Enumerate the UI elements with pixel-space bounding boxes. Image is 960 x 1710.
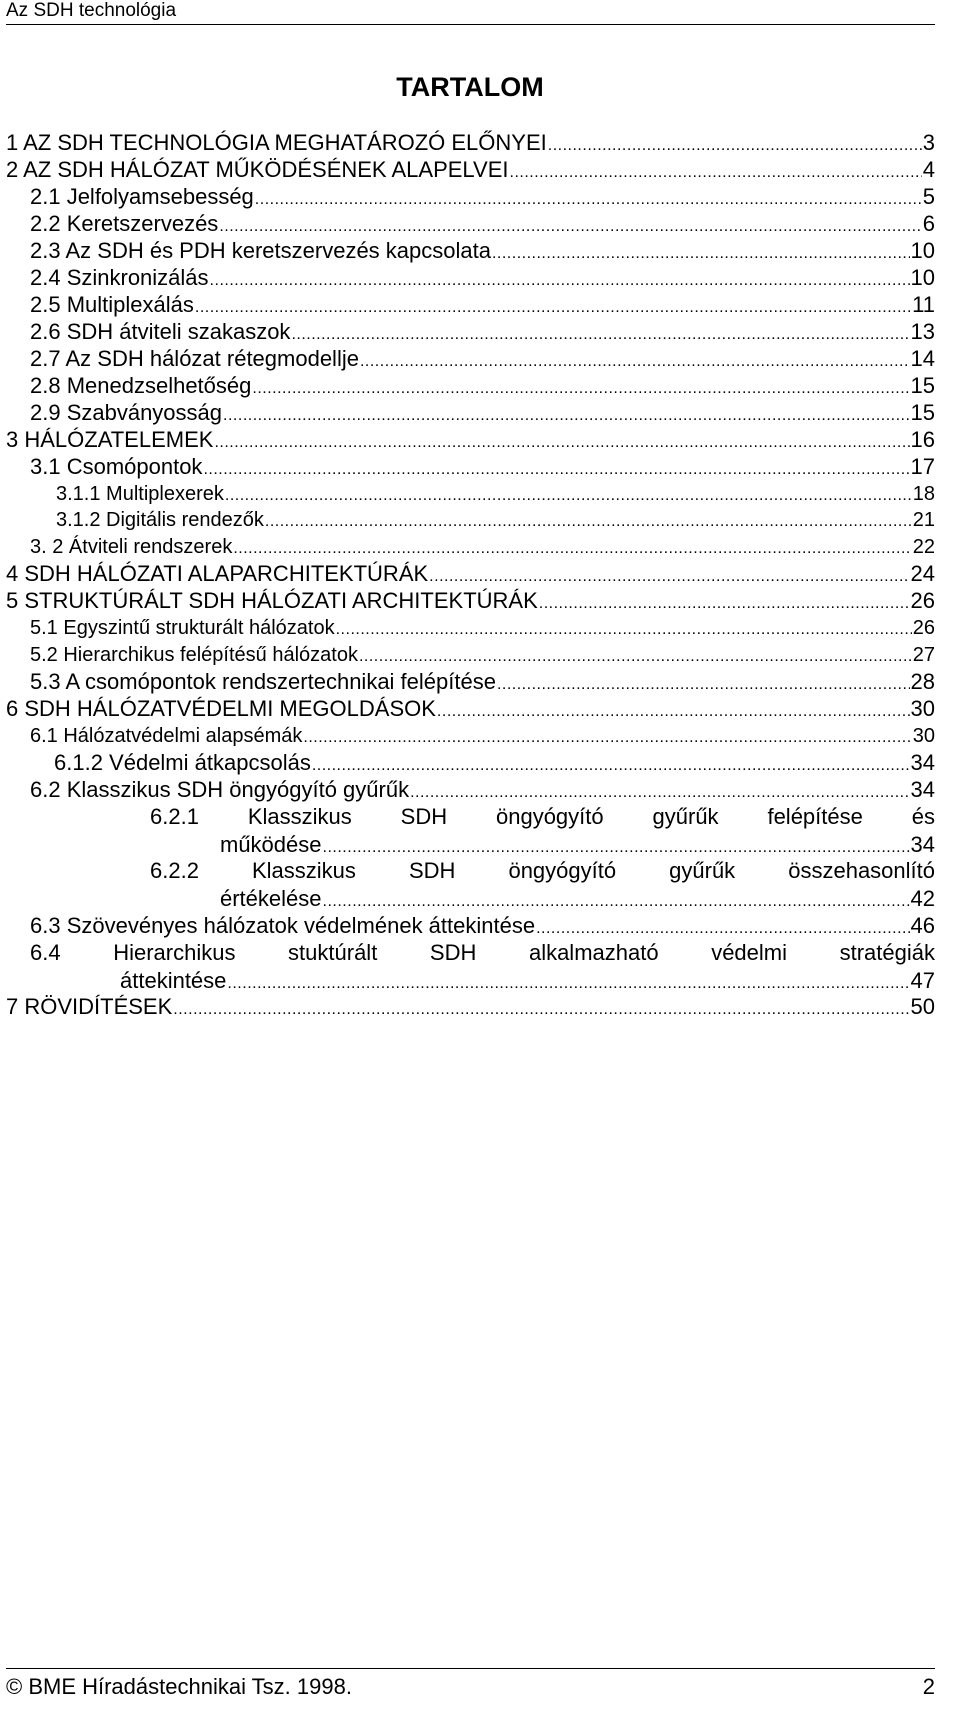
toc-entry-title: 6.3 Szövevényes hálózatok védelmének áttekintése (30, 913, 536, 938)
toc-entry-page: 17 (910, 454, 935, 479)
dot-leader (492, 241, 910, 267)
dot-leader (323, 889, 910, 915)
toc-entry-word: stuktúrált (288, 940, 378, 965)
toc-entry-title: 2 AZ SDH HÁLÓZAT MŰKÖDÉSÉNEK ALAPELVEI (6, 157, 509, 182)
toc-entry-title: 2.3 Az SDH és PDH keretszervezés kapcsolata (30, 238, 491, 263)
toc-entry-page: 4 (922, 157, 935, 182)
toc-entry-line1 (30, 940, 935, 966)
toc-entry-page: 26 (912, 617, 935, 639)
toc-entry[interactable] (56, 481, 935, 509)
toc-entry[interactable] (6, 588, 935, 617)
page-footer (6, 1668, 935, 1701)
dot-leader (225, 483, 912, 509)
toc-entry-page: 34 (910, 832, 935, 857)
toc-entry[interactable] (30, 184, 935, 213)
toc-entry-title: 2.7 Az SDH hálózat rétegmodellje (30, 346, 359, 371)
toc-entry-page: 10 (910, 238, 935, 263)
toc-entry-page: 21 (912, 509, 935, 531)
toc-entry-word: SDH (429, 940, 477, 965)
dot-leader (410, 780, 909, 806)
toc-entry-page: 10 (910, 265, 935, 290)
toc-entry-title: 3.1.1 Multiplexerek (56, 483, 224, 505)
toc-entry[interactable] (56, 507, 935, 535)
toc-entry-page: 42 (910, 886, 935, 911)
toc-entry-word: SDH (408, 858, 456, 883)
toc-entry-word: 6.2.2 (150, 858, 199, 883)
dot-leader (437, 699, 910, 725)
toc-entry-title: értékelése (220, 886, 322, 911)
toc-entry-word: Hierarchikus (113, 940, 236, 965)
toc-entry-title: 6.1.2 Védelmi átkapcsolás (54, 750, 311, 775)
dot-leader (303, 725, 911, 751)
toc-entry[interactable] (30, 292, 935, 321)
toc-entry[interactable] (30, 373, 935, 402)
toc-entry-title: 6 SDH HÁLÓZATVÉDELMI MEGOLDÁSOK (6, 696, 436, 721)
dot-leader (223, 403, 909, 429)
toc-entry-title: 2.9 Szabványosság (30, 400, 223, 425)
toc-entry[interactable] (30, 642, 935, 670)
toc-entry-word: alkalmazható (528, 940, 659, 965)
dot-leader (203, 457, 909, 483)
toc-entry[interactable] (120, 968, 935, 997)
toc-entry-page: 26 (910, 588, 935, 613)
toc-entry-word: gyűrűk (669, 858, 736, 883)
toc-entry-page: 3 (922, 130, 935, 155)
toc-entry-page: 27 (912, 644, 935, 666)
dot-leader (255, 187, 922, 213)
toc-entry-title: 2.2 Keretszervezés (30, 211, 219, 236)
toc-entry[interactable] (6, 427, 935, 456)
toc-title: TARTALOM (396, 72, 544, 102)
toc-entry[interactable] (6, 994, 935, 1023)
toc-entry-page: 28 (910, 669, 935, 694)
toc-entry-page: 34 (910, 777, 935, 802)
toc-entry-title: 5.3 A csomópontok rendszertechnikai felépítése (30, 669, 496, 694)
toc-entry-word: Klasszikus (247, 804, 352, 829)
toc-entry-word: felépítése (767, 804, 863, 829)
toc-entry-page: 5 (922, 184, 935, 209)
toc-entry[interactable] (30, 346, 935, 375)
toc-entry-page: 6 (922, 211, 935, 236)
toc-entry-word: SDH (400, 804, 448, 829)
toc-entry-title: 3. 2 Átviteli rendszerek (30, 536, 233, 558)
toc-entry-page: 11 (912, 292, 935, 317)
dot-leader (214, 430, 909, 456)
dot-leader (312, 753, 910, 779)
toc-entry-word: öngyógyító (508, 858, 617, 883)
toc-entry-title: 5.1 Egyszintű strukturált hálózatok (30, 617, 335, 639)
toc-entry[interactable] (220, 832, 935, 861)
toc-entry-title: 3.1 Csomópontok (30, 454, 203, 479)
dot-leader (252, 376, 909, 402)
toc-entry[interactable] (30, 211, 935, 240)
toc-entry-title: 5.2 Hierarchikus felépítésű hálózatok (30, 644, 358, 666)
toc-entry-word: Klasszikus (251, 858, 356, 883)
toc-entry-page: 34 (910, 750, 935, 775)
toc-entry[interactable] (30, 400, 935, 429)
dot-leader (497, 672, 910, 698)
toc-entry-page: 46 (910, 913, 935, 938)
toc-entry-word: védelmi (711, 940, 787, 965)
toc-entry[interactable] (30, 319, 935, 348)
toc-entry-page: 13 (910, 319, 935, 344)
footer-copyright: © BME Híradástechnikai Tsz. 1998. (6, 1674, 352, 1699)
toc-entry[interactable] (6, 157, 935, 186)
toc-entry[interactable] (30, 534, 935, 562)
toc-entry-page: 16 (910, 427, 935, 452)
toc-entry-page: 24 (910, 561, 935, 586)
toc-entry-word: stratégiák (839, 940, 935, 965)
toc-entry[interactable] (30, 265, 935, 294)
toc-entry-line1 (150, 858, 935, 884)
dot-leader (265, 509, 912, 535)
toc-entry-title: 2.8 Menedzselhetőség (30, 373, 252, 398)
toc-entry-page: 47 (910, 968, 935, 993)
toc-entry-title: működése (220, 832, 322, 857)
dot-leader (195, 295, 911, 321)
toc-entry-title: 2.1 Jelfolyamsebesség (30, 184, 254, 209)
dot-leader (539, 591, 910, 617)
dot-leader (210, 268, 910, 294)
toc-entry[interactable] (30, 669, 935, 698)
toc-entry-title: 2.4 Szinkronizálás (30, 265, 209, 290)
toc-entry-page: 30 (912, 725, 935, 747)
toc-entry[interactable] (30, 777, 935, 806)
toc-entry-title: 7 RÖVIDÍTÉSEK (6, 994, 173, 1019)
toc-entry-title: 4 SDH HÁLÓZATI ALAPARCHITEKTÚRÁK (6, 561, 429, 586)
toc-entry-title: 2.5 Multiplexálás (30, 292, 194, 317)
toc-entry-word: 6.2.1 (150, 804, 199, 829)
toc-entry[interactable] (30, 454, 935, 483)
toc-entry-word: 6.4 (30, 940, 61, 965)
toc-entry-title: 1 AZ SDH TECHNOLÓGIA MEGHATÁROZÓ ELŐNYEI (6, 130, 547, 155)
dot-leader (173, 997, 909, 1023)
dot-leader (548, 133, 922, 159)
toc-entry-page: 15 (910, 373, 935, 398)
page-number: 2 (922, 1674, 935, 1699)
dot-leader (360, 349, 910, 375)
toc-entry[interactable] (30, 913, 935, 942)
toc-entry[interactable] (6, 130, 935, 159)
toc-entry-line1 (150, 804, 935, 830)
toc-entry-title: áttekintése (120, 968, 227, 993)
dot-leader (233, 536, 911, 562)
toc-entry-page: 50 (910, 994, 935, 1019)
dot-leader (219, 214, 921, 240)
toc-entry-page: 30 (910, 696, 935, 721)
dot-leader (536, 916, 909, 942)
toc-entry-word: összehasonlító (788, 858, 935, 883)
toc-entry-page: 18 (912, 483, 935, 505)
toc-entry-title: 6.1 Hálózatvédelmi alapsémák (30, 725, 303, 747)
toc-entry-title: 5 STRUKTÚRÁLT SDH HÁLÓZATI ARCHITEKTÚRÁK (6, 588, 538, 613)
toc-entry-title: 2.6 SDH átviteli szakaszok (30, 319, 291, 344)
toc-entry-word: öngyógyító (495, 804, 604, 829)
toc-entry[interactable] (54, 750, 935, 779)
dot-leader (510, 160, 922, 186)
dot-leader (429, 564, 909, 590)
toc-entry[interactable] (30, 238, 935, 267)
toc-entry-title: 3 HÁLÓZATELEMEK (6, 427, 214, 452)
dot-leader (359, 644, 912, 670)
toc-entry[interactable] (30, 615, 935, 643)
toc-entry-page: 14 (910, 346, 935, 371)
toc-entry-word: gyűrűk (652, 804, 719, 829)
dot-leader (291, 322, 909, 348)
toc-entry[interactable] (30, 723, 935, 751)
toc-entry[interactable] (6, 561, 935, 590)
toc-entry[interactable] (6, 696, 935, 725)
toc-entry-page: 15 (910, 400, 935, 425)
toc-entry[interactable] (220, 886, 935, 915)
toc-entry-word: és (911, 804, 935, 829)
toc-entry-page: 22 (912, 536, 935, 558)
page-header (6, 0, 935, 25)
header-title: Az SDH technológia (6, 0, 177, 21)
dot-leader (336, 617, 912, 643)
toc-entry-title: 3.1.2 Digitális rendezők (56, 509, 264, 531)
toc-entry-title: 6.2 Klasszikus SDH öngyógyító gyűrűk (30, 777, 410, 802)
